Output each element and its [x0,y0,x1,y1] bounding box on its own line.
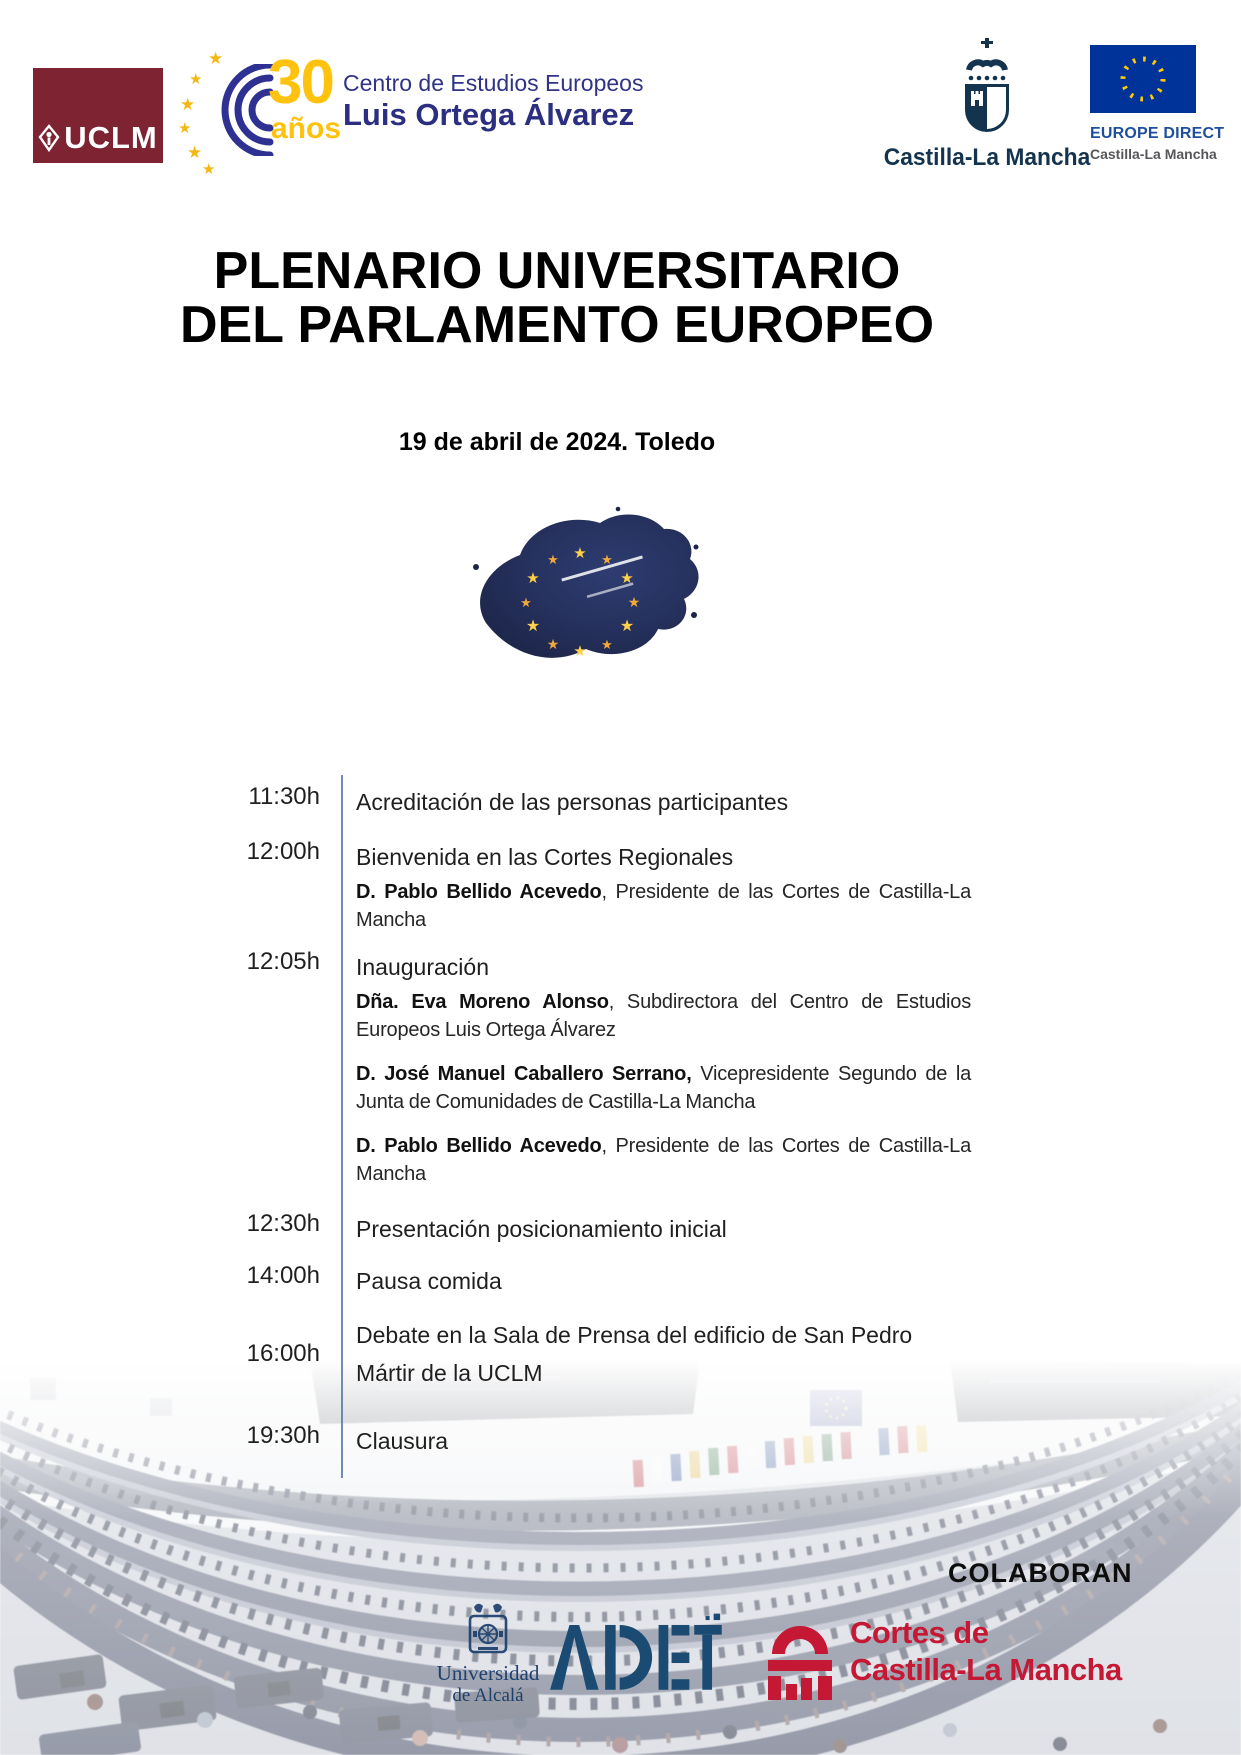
cee-30-number: 30 [268,48,333,117]
schedule-time: 12:05h [246,948,320,975]
schedule-time: 11:30h [248,783,320,810]
schedule-speaker-row [0,1132,971,1188]
title-line1: PLENARIO UNIVERSITARIO [213,242,901,300]
cortes-clm-logo [760,1612,1122,1700]
speaker-entry [356,1060,971,1116]
uah-name-line2: de Alcalá [452,1685,524,1706]
signal-arcs-icon [208,64,274,156]
schedule-time: 16:00h [246,1340,320,1367]
schedule-item: Acreditación de las personas participantes [356,789,789,815]
star-icon: ★ [189,71,203,88]
colaboran-heading: COLABORAN [948,1558,1133,1588]
adet-logo [548,1612,723,1693]
cortes-name-line1: Cortes de [850,1615,989,1650]
cortes-arch-icon [760,1612,840,1700]
uclm-wordmark: UCLM [64,120,158,155]
schedule-item: Pausa comida [356,1268,502,1294]
cee-name-line2: Luis Ortega Álvarez [343,97,635,133]
speaker-name: D. Pablo Bellido Acevedo [356,881,602,903]
schedule-item: Inauguración [356,954,489,980]
schedule-time: 12:00h [246,838,320,865]
schedule-row [0,1210,971,1248]
cee-anios-label: años [271,112,342,145]
castilla-la-mancha-logo [872,36,1102,172]
schedule-item: Debate en la Sala de Prensa del edificio de San Pedro Mártir de la UCLM [356,1322,913,1386]
svg-text:★: ★ [546,636,560,652]
schedule-speaker-row [0,988,971,1044]
uclm-logo [33,68,163,163]
svg-text:★: ★ [547,552,559,567]
page-title [0,244,1114,352]
star-icon: ★ [180,95,196,114]
schedule-row [0,783,971,821]
speaker-name: D. Pablo Bellido Acevedo [356,1135,602,1157]
schedule-item: Clausura [356,1428,449,1454]
schedule-row [0,1316,971,1392]
europe-direct-logo [1090,45,1240,162]
schedule-item: Presentación posicionamiento inicial [356,1216,727,1242]
schedule-time: 12:30h [246,1210,320,1237]
title-line2: DEL PARLAMENTO EUROPEO [179,296,935,354]
cortes-name-line2: Castilla-La Mancha [850,1652,1122,1687]
svg-text:★: ★ [619,618,635,635]
cee-name-line1: Centro de Estudios Europeos [343,70,644,96]
schedule-row [0,948,971,986]
schedule-time: 14:00h [246,1262,320,1289]
speaker-name: Dña. Eva Moreno Alonso [356,991,609,1013]
schedule-speaker-row [0,1060,971,1116]
schedule-row [0,1262,971,1300]
svg-text:★: ★ [601,552,613,567]
speaker-entry [356,1132,971,1188]
uclm-emblem-icon [38,124,60,152]
europe-direct-region: Castilla-La Mancha [1090,146,1217,162]
cee-30-anniversary-logo [178,48,644,178]
speaker-role: , Presidente de las Cortes de Castilla-La Mancha [356,881,971,931]
svg-text:★: ★ [520,595,532,610]
speaker-entry [356,988,971,1044]
clm-shield-icon [947,36,1027,140]
schedule-time: 19:30h [246,1422,320,1449]
europe-direct-label: EUROPE DIRECT [1090,125,1225,142]
speaker-role: , Presidente de las Cortes de Castilla-La Mancha [356,1135,971,1185]
svg-text:★: ★ [620,570,634,587]
speaker-role: , Subdirectora del Centro de Estudios Europeos Luis Ortega Álvarez [356,991,972,1041]
schedule-row [0,838,971,876]
universidad-de-alcala-logo [408,1602,568,1706]
svg-text:★: ★ [601,637,613,652]
date-location: 19 de abril de 2024. Toledo [398,428,716,456]
star-icon: ★ [202,161,216,178]
star-icon: ★ [178,120,192,137]
uah-name-line1: Universidad [436,1661,540,1685]
schedule-row [0,1422,971,1460]
star-icon: ★ [187,143,203,162]
svg-text:★: ★ [526,570,540,587]
speaker-name: D. José Manuel Caballero Serrano, [356,1063,692,1085]
svg-text:★: ★ [573,545,587,562]
svg-text:★: ★ [525,618,541,635]
schedule-speaker-row [0,878,971,934]
speaker-entry [356,878,971,934]
eu-brush-flag-illustration [468,505,703,680]
svg-text:★: ★ [627,594,641,610]
svg-text:★: ★ [573,643,587,660]
speaker-role: Vicepresidente Segundo de la Junta de Comunidades de Castilla-La Mancha [356,1063,971,1113]
star-icon: ★ [208,49,224,68]
eu-flag-icon [1090,45,1196,113]
schedule-item: Bienvenida en las Cortes Regionales [356,844,734,870]
uah-crest-icon [464,1602,512,1660]
clm-wordmark: Castilla-La Mancha [883,144,1091,171]
